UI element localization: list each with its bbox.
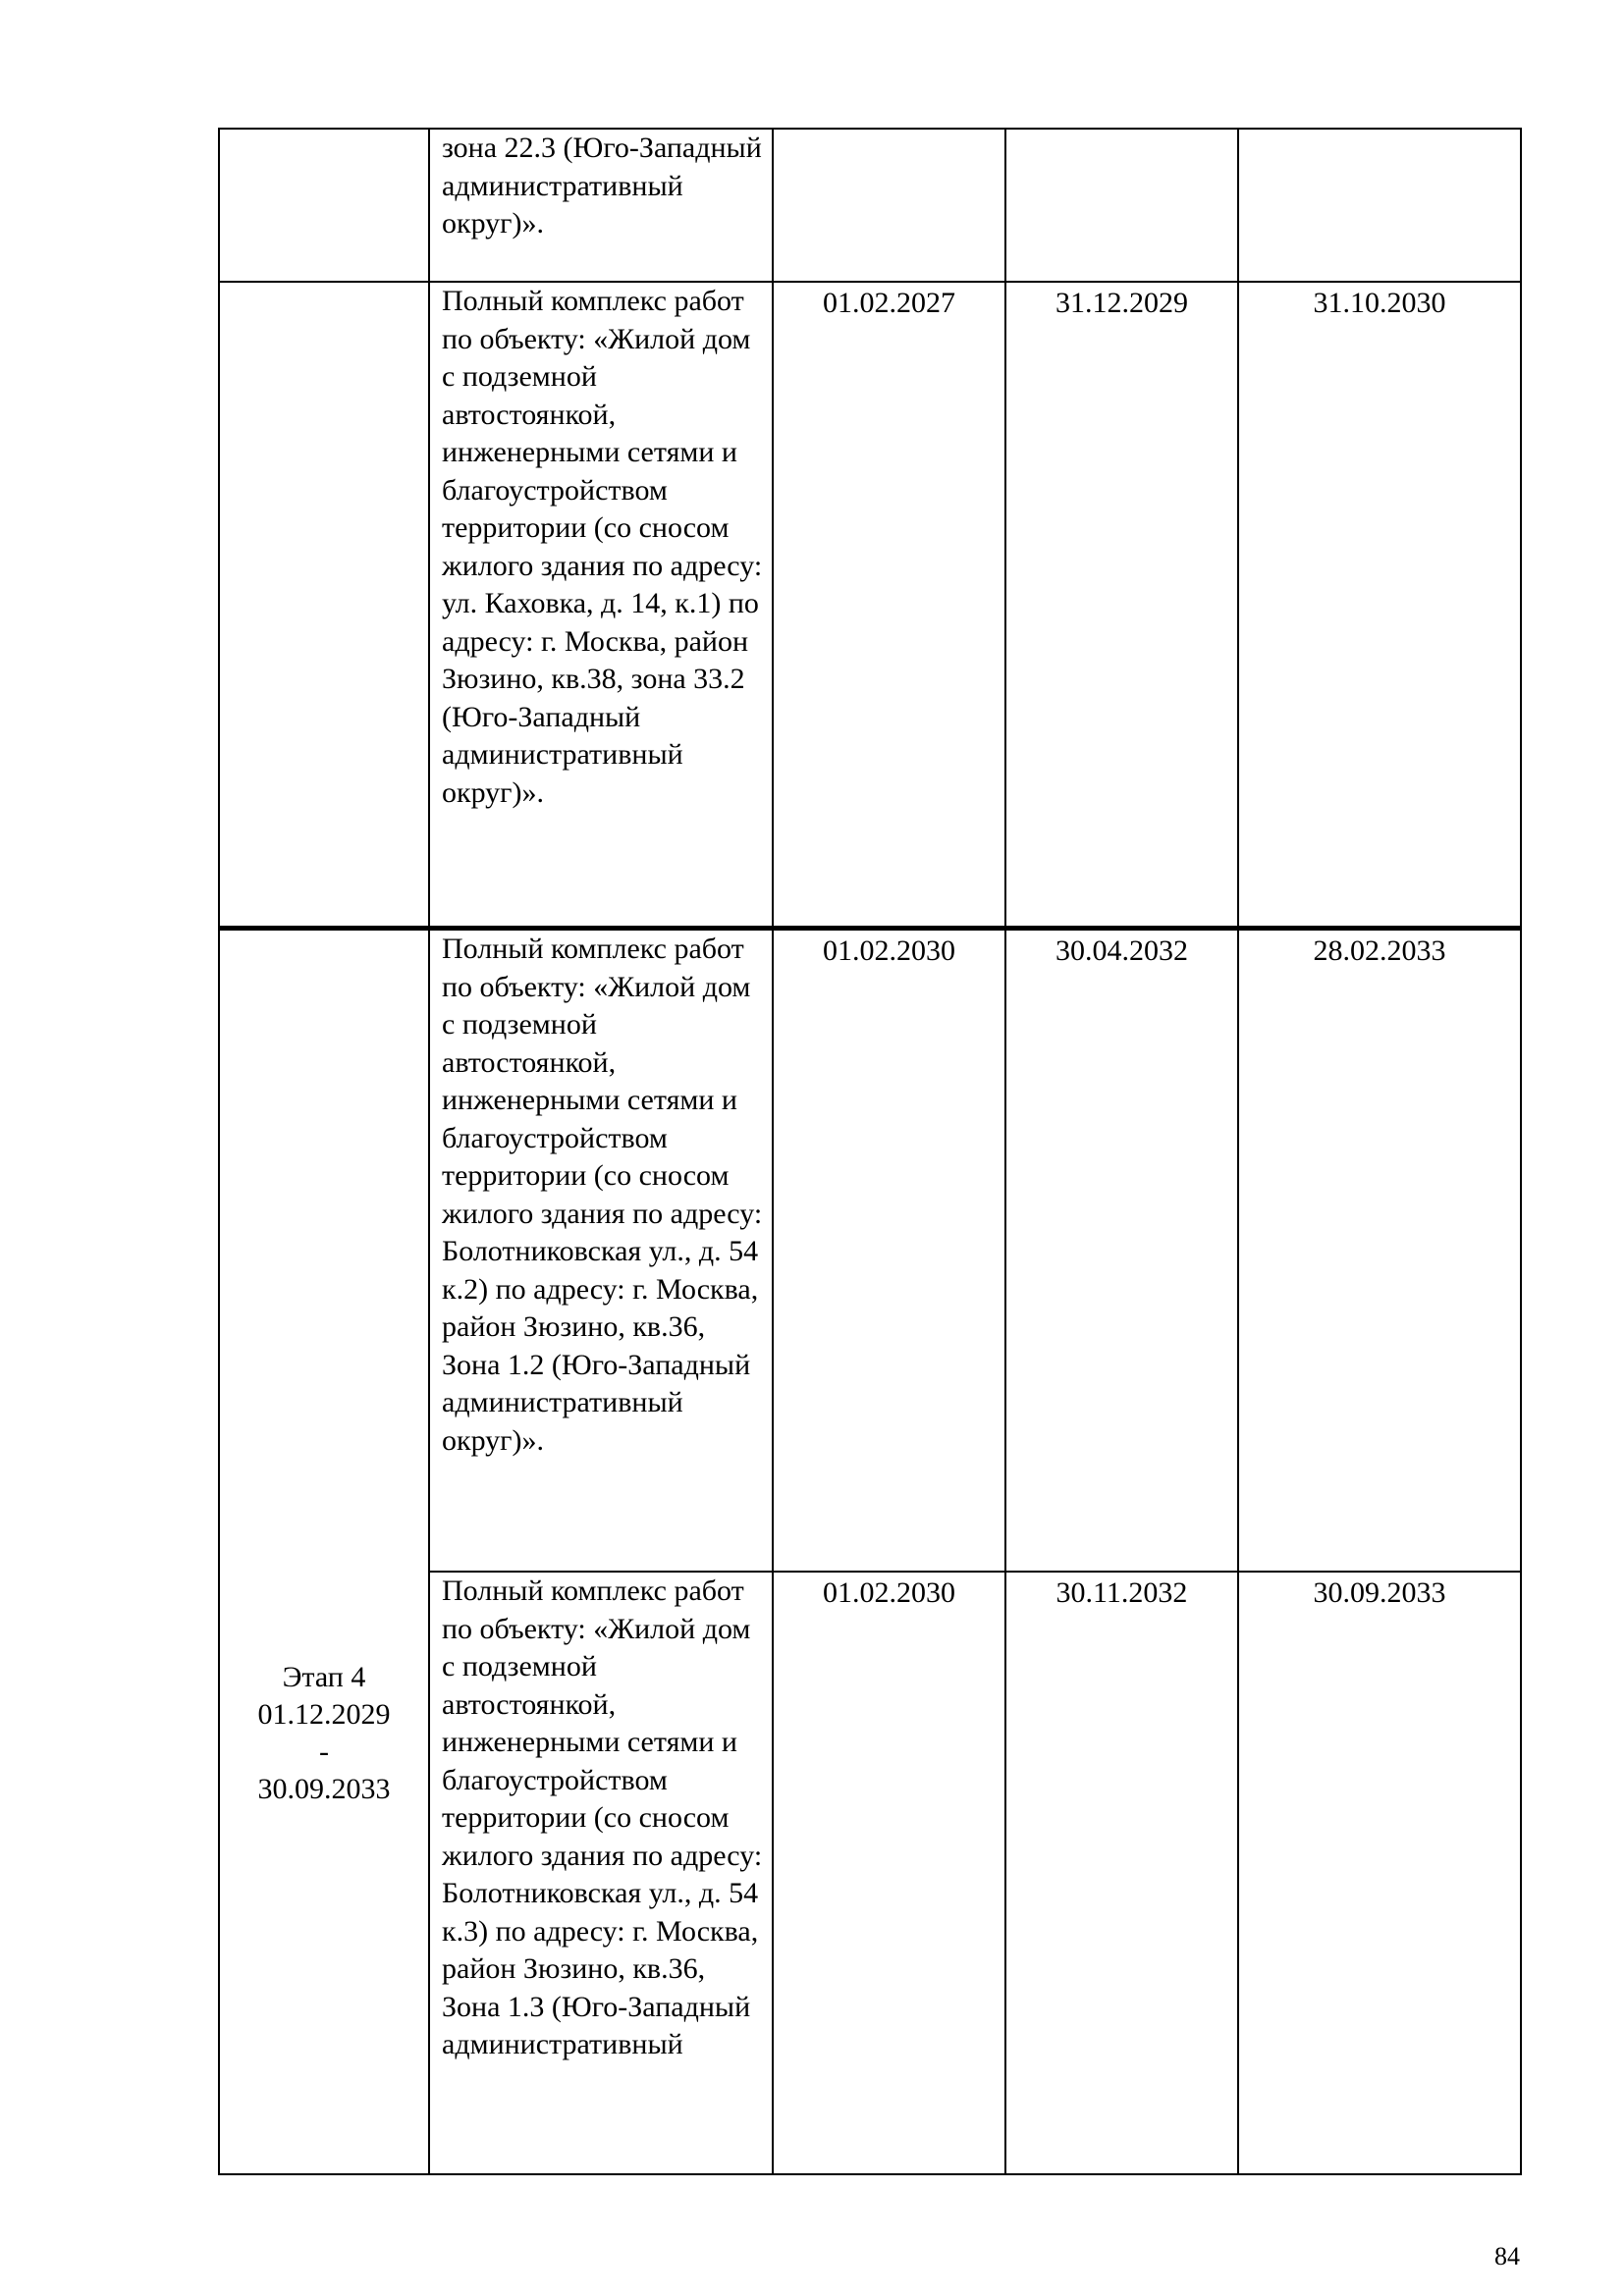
stage-cell-empty bbox=[219, 129, 429, 282]
end-date: 30.09.2033 bbox=[1238, 1572, 1521, 2174]
object-description: Полный комплекс работ по объекту: «Жилой дом с подземной автостоянкой, инженерными сетями и благоустройством территории (со сносом жилого здания по адресу: Болотниковская ул., д. 54 к.3) по адресу: г. Москва, район Зюзино, кв.36, Зона 1.3 (Юго-Западный административный bbox=[429, 1572, 773, 2174]
table-row bbox=[219, 129, 1521, 282]
start-date: 01.02.2030 bbox=[773, 1572, 1005, 2174]
table-row bbox=[219, 282, 1521, 929]
object-description: Полный комплекс работ по объекту: «Жилой дом с подземной автостоянкой, инженерными сетями и благоустройством территории (со сносом жилого здания по адресу: Болотниковская ул., д. 54 к.2) по адресу: г. Москва, район Зюзино, кв.36, Зона 1.2 (Юго-Западный административный округ)». bbox=[429, 929, 773, 1573]
start-date: 01.02.2027 bbox=[773, 282, 1005, 929]
stage-dash: - bbox=[319, 1735, 329, 1768]
end-date bbox=[1238, 129, 1521, 282]
stage-title: Этап 4 bbox=[282, 1661, 366, 1693]
table-row bbox=[219, 929, 1521, 1573]
construction-end-date bbox=[1005, 129, 1238, 282]
schedule-table bbox=[218, 128, 1522, 2175]
object-description: Полный комплекс работ по объекту: «Жилой дом с подземной автостоянкой, инженерными сетями и благоустройством территории (со сносом жилого здания по адресу: ул. Каховка, д. 14, к.1) по адресу: г. Москва, район Зюзино, кв.38, зона 33.2 (Юго-Западный административный округ)». bbox=[429, 282, 773, 929]
stage-cell-empty bbox=[219, 282, 429, 929]
construction-end-date: 30.11.2032 bbox=[1005, 1572, 1238, 2174]
object-description: зона 22.3 (Юго-Западный административный округ)». bbox=[429, 129, 773, 282]
start-date bbox=[773, 129, 1005, 282]
stage-cell bbox=[219, 929, 429, 2175]
end-date: 31.10.2030 bbox=[1238, 282, 1521, 929]
end-date: 28.02.2033 bbox=[1238, 929, 1521, 1573]
construction-end-date: 31.12.2029 bbox=[1005, 282, 1238, 929]
stage-start-date: 01.12.2029 bbox=[257, 1698, 391, 1731]
stage-end-date: 30.09.2033 bbox=[257, 1773, 391, 1805]
page-number: 84 bbox=[1494, 2242, 1520, 2270]
construction-end-date: 30.04.2032 bbox=[1005, 929, 1238, 1573]
start-date: 01.02.2030 bbox=[773, 929, 1005, 1573]
